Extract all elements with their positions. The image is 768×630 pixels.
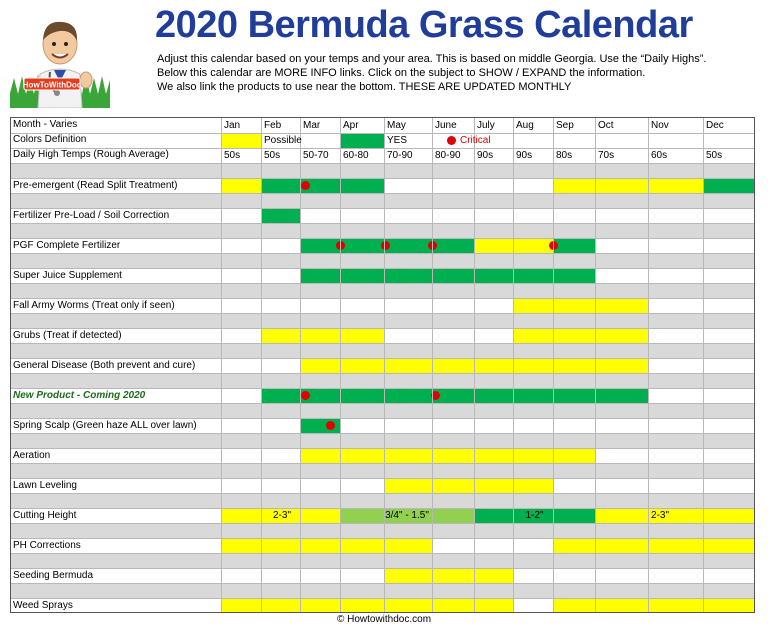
spacer-row <box>11 373 754 388</box>
grid-line <box>703 118 704 612</box>
month-label: Nov <box>651 120 669 131</box>
task-label[interactable]: Seeding Bermuda <box>13 570 94 581</box>
month-label: Mar <box>303 120 321 131</box>
grid-line <box>11 433 754 434</box>
grid-line <box>11 448 754 449</box>
grid-line <box>11 133 754 134</box>
grid-line <box>11 403 754 404</box>
temp-value: 90s <box>477 150 494 161</box>
task-label[interactable]: Fertilizer Pre-Load / Soil Correction <box>13 210 170 221</box>
spacer-row <box>11 313 754 328</box>
task-label[interactable]: PGF Complete Fertilizer <box>13 240 121 251</box>
grid-line <box>11 598 754 599</box>
grid-line <box>595 118 596 612</box>
possible-cell <box>261 328 384 343</box>
spacer-row <box>11 493 754 508</box>
copyright-footer: © Howtowithdoc.com <box>336 614 432 625</box>
grid-line <box>11 553 754 554</box>
grid-line <box>648 118 649 612</box>
yes-cell <box>261 388 648 403</box>
possible-cell <box>300 448 595 463</box>
month-label: Oct <box>598 120 614 131</box>
temp-value: 60-80 <box>343 150 369 161</box>
month-label: Feb <box>264 120 282 131</box>
grid-line <box>11 193 754 194</box>
grid-line <box>11 238 754 239</box>
grid-line <box>384 118 385 612</box>
possible-label: Possible <box>264 135 302 146</box>
task-label[interactable]: PH Corrections <box>13 540 81 551</box>
intro-text <box>157 52 757 94</box>
critical-label: Critical <box>460 135 491 146</box>
grid-line <box>11 493 754 494</box>
possible-cell <box>513 298 648 313</box>
possible-cell <box>384 478 553 493</box>
critical-dot <box>326 421 335 430</box>
intro-line: We also link the products to use near the bottom. THESE ARE UPDATED MONTHLY <box>157 81 572 93</box>
intro-line: Adjust this calendar based on your temps and your area. This is based on middle Georgia. Use the “Daily Highs”. <box>157 53 707 65</box>
spacer-row <box>11 253 754 268</box>
possible-cell <box>595 508 755 523</box>
task-label[interactable]: Spring Scalp (Green haze ALL over lawn) <box>13 420 197 431</box>
month-label: July <box>477 120 495 131</box>
grid-line <box>11 463 754 464</box>
month-label: Apr <box>343 120 359 131</box>
yes-cell <box>553 238 595 253</box>
yes-label: YES <box>387 135 408 146</box>
temp-value: 80s <box>556 150 573 161</box>
spacer-row <box>11 433 754 448</box>
grid-line <box>553 118 554 612</box>
grid-line <box>11 328 754 329</box>
cutting-height-value: 1-2" <box>525 510 544 521</box>
possible-cell <box>221 598 513 613</box>
spacer-row <box>11 463 754 478</box>
grid-line <box>221 118 222 612</box>
month-label: Dec <box>706 120 724 131</box>
temps-label: Daily High Temps (Rough Average) <box>13 149 169 160</box>
yes-cell <box>300 268 595 283</box>
task-label[interactable]: Fall Army Worms (Treat only if seen) <box>13 300 175 311</box>
temp-value: 50-70 <box>303 150 329 161</box>
grid-line <box>261 118 262 612</box>
temp-value: 60s <box>651 150 668 161</box>
grid-line <box>11 223 754 224</box>
svg-text:HowToWithDoc: HowToWithDoc <box>22 80 82 90</box>
cutting-height-value: 3/4" - 1.5" <box>385 510 429 521</box>
task-label[interactable]: Pre-emergent (Read Split Treatment) <box>13 180 178 191</box>
task-label[interactable]: Aeration <box>13 450 51 461</box>
page-title: 2020 Bermuda Grass Calendar <box>155 4 693 46</box>
temp-value: 90s <box>516 150 533 161</box>
critical-dot <box>301 391 310 400</box>
spacer-row <box>11 583 754 598</box>
month-header: Month - Varies <box>13 119 78 130</box>
colors-definition-label: Colors Definition <box>13 134 87 145</box>
grid-line <box>340 118 341 612</box>
temp-value: 50s <box>706 150 723 161</box>
month-label: May <box>387 120 406 131</box>
grid-line <box>11 568 754 569</box>
spacer-row <box>11 223 754 238</box>
possible-cell <box>553 178 703 193</box>
grid-line <box>11 253 754 254</box>
spacer-row <box>11 163 754 178</box>
task-label[interactable]: General Disease (Both prevent and cure) <box>13 360 196 371</box>
temp-value: 50s <box>264 150 281 161</box>
spacer-row <box>11 523 754 538</box>
intro-line: Below this calendar are MORE INFO links. Click on the subject to SHOW / EXPAND the information. <box>157 67 646 79</box>
task-label[interactable]: Weed Sprays <box>13 600 73 611</box>
spacer-row <box>11 343 754 358</box>
grid-line <box>11 373 754 374</box>
grid-line <box>432 118 433 612</box>
critical-legend-icon <box>447 136 456 145</box>
yes-cell <box>703 178 755 193</box>
possible-cell <box>553 598 755 613</box>
yes-cell <box>261 178 384 193</box>
spacer-row <box>11 553 754 568</box>
month-label: Aug <box>516 120 534 131</box>
calendar-grid <box>10 117 755 613</box>
grid-line <box>11 538 754 539</box>
task-label[interactable]: New Product - Coming 2020 <box>13 390 146 401</box>
yes-cell <box>261 208 300 223</box>
month-label: Sep <box>556 120 574 131</box>
grid-line <box>11 523 754 524</box>
grid-line <box>300 118 301 612</box>
cutting-height-value: 2-3" <box>651 510 670 521</box>
grid-line <box>11 313 754 314</box>
grid-line <box>474 118 475 612</box>
spacer-row <box>11 403 754 418</box>
possible-cell <box>553 538 755 553</box>
possible-cell <box>513 328 648 343</box>
task-label[interactable]: Super Juice Supplement <box>13 270 122 281</box>
grid-line <box>11 163 754 164</box>
yes-swatch <box>340 133 384 148</box>
grid-line <box>11 343 754 344</box>
grid-line <box>11 583 754 584</box>
temp-value: 80-90 <box>435 150 461 161</box>
doctor-logo <box>10 8 110 108</box>
possible-cell <box>221 538 432 553</box>
temp-value: 70s <box>598 150 615 161</box>
grid-line <box>11 283 754 284</box>
possible-cell <box>221 178 261 193</box>
possible-swatch <box>221 133 261 148</box>
temp-value: 50s <box>224 150 241 161</box>
grid-line <box>11 478 754 479</box>
cutting-height-value: 2-3" <box>273 510 292 521</box>
month-label: June <box>435 120 457 131</box>
spacer-row <box>11 283 754 298</box>
possible-cell <box>384 568 513 583</box>
spacer-row <box>11 193 754 208</box>
month-label: Jan <box>224 120 241 131</box>
critical-dot <box>301 181 310 190</box>
grid-line <box>11 268 754 269</box>
critical-dot <box>381 241 390 250</box>
task-label[interactable]: Grubs (Treat if detected) <box>13 330 122 341</box>
grid-line <box>513 118 514 612</box>
task-label[interactable]: Lawn Leveling <box>13 480 77 491</box>
temp-value: 70-90 <box>387 150 413 161</box>
task-label[interactable]: Cutting Height <box>13 510 77 521</box>
